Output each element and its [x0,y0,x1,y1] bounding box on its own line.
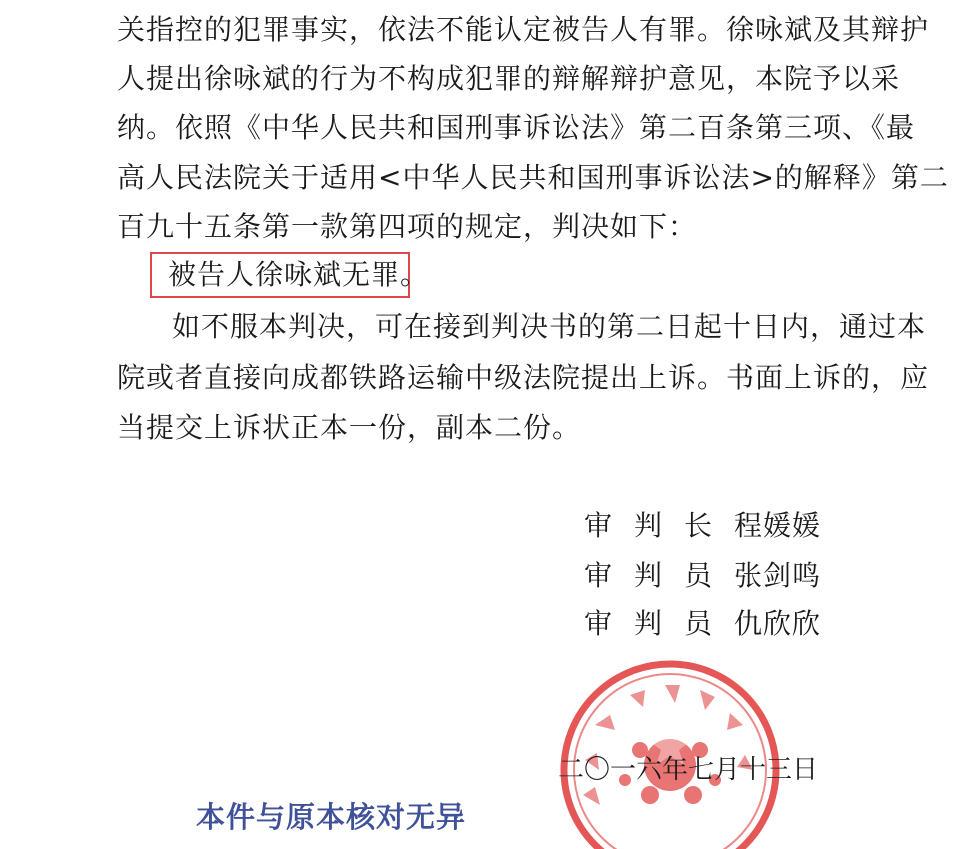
judge-name: 程媛媛 [734,509,822,542]
body-line-7: 院或者直接向成都铁路运输中级法院提出上诉。书面上诉的，应 [117,361,930,394]
verdict-text: 被告人徐咏斌无罪。 [168,258,430,291]
judge-name: 张剑鸣 [734,559,822,592]
body-line-2: 人提出徐咏斌的行为不构成犯罪的辩解辩护意见，本院予以采 [117,62,901,95]
judgment-date: 二〇一六年七月十三日 [558,755,819,785]
judge-row-1 [584,508,821,544]
body-line-8: 当提交上诉状正本一份，副本二份。 [117,411,582,444]
judge-row-3 [584,606,821,642]
judge-role: 审判员 [584,607,735,640]
body-line-6: 如不服本判决，可在接到判决书的第二日起十日内，通过本 [172,310,927,343]
verification-stamp: 本件与原本核对无异 [196,800,467,834]
judge-row-2 [584,558,821,594]
body-line-3: 纳。依照《中华人民共和国刑事诉讼法》第二百条第三项、《最 [117,111,916,144]
judge-role: 审判长 [584,509,735,542]
body-line-5: 百九十五条第一款第四项的规定，判决如下： [117,210,698,243]
judge-name: 仇欣欣 [734,607,822,640]
judge-role: 审判员 [584,559,735,592]
body-line-1: 关指控的犯罪事实，依法不能认定被告人有罪。徐咏斌及其辩护 [117,13,930,46]
body-line-4: 高人民法院关于适用<中华人民共和国刑事诉讼法>的解释》第二 [117,161,949,194]
